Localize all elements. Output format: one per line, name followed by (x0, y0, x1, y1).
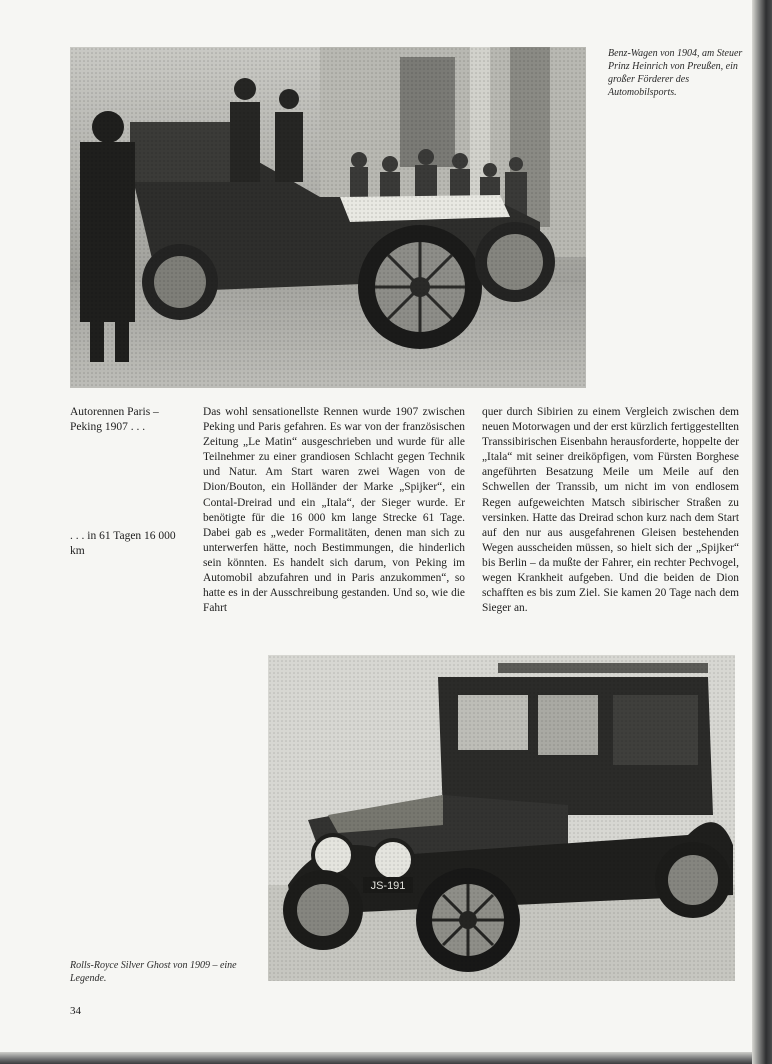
body-text-column-1: Das wohl sensationellste Rennen wurde 1907 zwischen Peking und Paris gefahren. Es war von der französischen Zeitung „Le Matin“ ausgeschrieben und wurde für alle Teilnehmer zu einer grandiosen Schlacht gegen Technik und Natur. Am Start waren zwei Wagen von de Dion/Bouton, ein Holländer der Marke „Spijker“, ein Contal-Dreirad und ein „Itala“, der Sieger wurde. Er benötigte für die 16 000 km lange Strecke 61 Tage. Dabei gab es „weder Formalitäten, denen man sich zu unterwerfen hätte, noch Bestimmungen, die hinderlich sein könnten. Es handelt sich darum, von Peking im Automobil abzufahren und in Paris anzukommen“, so hatte es in der Ausschreibung gestanden. Und so, wie die Fahrt (203, 406, 465, 615)
book-spine (752, 0, 772, 1064)
photo-rolls-royce-1909 (268, 655, 735, 981)
margin-note-duration: . . . in 61 Tagen 16 000 km (70, 530, 176, 557)
photo-benz-illustration (70, 47, 586, 388)
caption-rolls-royce-photo: Rolls-Royce Silver Ghost von 1909 – eine Legende. (70, 960, 237, 984)
page-number: 34 (70, 1005, 81, 1017)
page-bottom-edge (0, 1052, 752, 1064)
body-text-column-2: quer durch Sibirien zu einem Vergleich zwischen dem neuen Motorwagen und der erst kürzlich fertiggestellten Transsibirischen Eisenbahn herausforderte, hoppelte der „Itala“ mit seiner dreiköpfigen, vom Fürsten Borghese angeführten Besatzung Meile um Meile auf den Schwellen der Transsib, um nicht im von endlosem Regen aufgeweichten Matsch sibirischer Straßen zu versinken. Hatte das Dreirad schon kurz nach dem Start auf den nur aus ausgefahrenen Gleisen bestehenden Wegen ausscheiden müssen, so hielt sich der „Spijker“ bis Berlin – da mußte der Fahrer, ein rechter Pechvogel, wegen Krankheit aufgeben. Und die beiden de Dion schafften es bis zum Ziel. Sie kamen 20 Tage nach dem Sieger an. (482, 406, 739, 615)
caption-benz-photo: Benz-Wagen von 1904, am Steuer Prinz Heinrich von Preußen, ein großer Förderer des Automobilsports. (608, 48, 743, 98)
photo-rolls-royce-illustration (268, 655, 735, 981)
margin-note-race: Autorennen Paris – Peking 1907 . . . (70, 406, 159, 433)
photo-benz-1904 (70, 47, 586, 388)
